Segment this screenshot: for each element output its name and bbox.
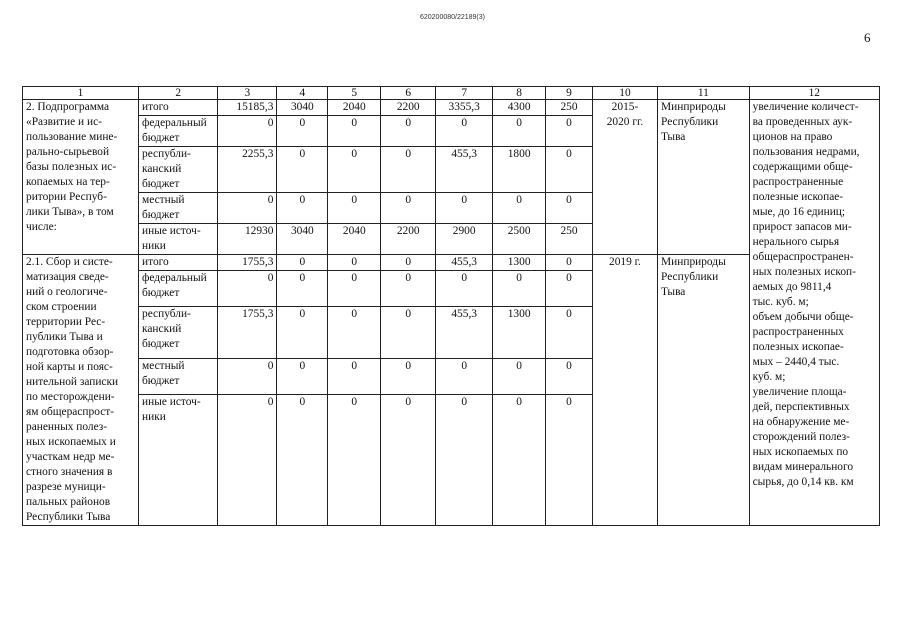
funding-source: иные источ- ники xyxy=(139,224,218,255)
value-cell: 250 xyxy=(546,100,593,116)
expected-results: увеличение количест- ва проведенных аук- ционов на право пользования недрами, содержащими обще- распространенные полезные ископае- мые, до 16 единиц; прирост запасов ми- нерального сырья общераспространен- ных полезных ископ- аемых до 9811,4 тыс. куб. м; объем добычи обще- распространенных полезных ископае- мых – 2440,4 тыс. куб. м; увеличение площа- дей, перспективных на обнаружение ме- сторождений полез- ных ископаемых по видам минерального сырья, до 0,14 кв. км xyxy=(749,100,879,526)
column-number: 7 xyxy=(436,87,493,100)
column-number: 8 xyxy=(493,87,546,100)
value-cell: 0 xyxy=(381,116,436,147)
value-cell: 0 xyxy=(218,116,277,147)
column-number: 3 xyxy=(218,87,277,100)
value-cell: 0 xyxy=(328,147,381,193)
value-cell: 0 xyxy=(381,359,436,395)
value-cell: 250 xyxy=(546,224,593,255)
value-cell: 0 xyxy=(218,271,277,307)
value-cell: 0 xyxy=(381,306,436,359)
value-cell: 0 xyxy=(218,193,277,224)
funding-source: республи- канский бюджет xyxy=(139,147,218,193)
value-cell: 0 xyxy=(218,359,277,395)
funding-source: местный бюджет xyxy=(139,193,218,224)
value-cell: 3040 xyxy=(277,100,328,116)
funding-source: итого xyxy=(139,255,218,271)
value-cell: 2500 xyxy=(493,224,546,255)
column-number: 5 xyxy=(328,87,381,100)
value-cell: 0 xyxy=(277,255,328,271)
value-cell: 0 xyxy=(546,395,593,526)
value-cell: 0 xyxy=(328,255,381,271)
value-cell: 0 xyxy=(436,116,493,147)
column-number: 4 xyxy=(277,87,328,100)
value-cell: 4300 xyxy=(493,100,546,116)
value-cell: 2040 xyxy=(328,224,381,255)
value-cell: 0 xyxy=(277,395,328,526)
funding-source: федеральный бюджет xyxy=(139,116,218,147)
funding-source: республи- канский бюджет xyxy=(139,306,218,359)
value-cell: 0 xyxy=(546,116,593,147)
funding-source: итого xyxy=(139,100,218,116)
value-cell: 3040 xyxy=(277,224,328,255)
value-cell: 0 xyxy=(493,359,546,395)
value-cell: 0 xyxy=(493,271,546,307)
funding-source: федеральный бюджет xyxy=(139,271,218,307)
value-cell: 2255,3 xyxy=(218,147,277,193)
funding-source: местный бюджет xyxy=(139,359,218,395)
column-number: 1 xyxy=(23,87,139,100)
value-cell: 0 xyxy=(328,271,381,307)
executor-cell: Минприроды Республики Тыва xyxy=(658,100,750,255)
value-cell: 0 xyxy=(436,359,493,395)
value-cell: 1300 xyxy=(493,306,546,359)
value-cell: 0 xyxy=(328,116,381,147)
period-cell: 2019 г. xyxy=(592,255,657,526)
value-cell: 0 xyxy=(328,193,381,224)
value-cell: 0 xyxy=(381,395,436,526)
funding-source: иные источ- ники xyxy=(139,395,218,526)
value-cell: 0 xyxy=(328,306,381,359)
value-cell: 0 xyxy=(277,116,328,147)
value-cell: 2900 xyxy=(436,224,493,255)
value-cell: 455,3 xyxy=(436,255,493,271)
subprogram-name: 2. Подпрограмма «Развитие и ис- пользование мине- рально-сырьевой базы полезных ис- копаемых на тер- ритории Респуб- лики Тыва», в том числе: xyxy=(23,100,139,255)
column-number: 11 xyxy=(658,87,750,100)
value-cell: 0 xyxy=(546,193,593,224)
value-cell: 2200 xyxy=(381,100,436,116)
value-cell: 2200 xyxy=(381,224,436,255)
period-cell: 2015- 2020 гг. xyxy=(592,100,657,255)
value-cell: 0 xyxy=(277,147,328,193)
value-cell: 0 xyxy=(546,271,593,307)
value-cell: 455,3 xyxy=(436,147,493,193)
value-cell: 0 xyxy=(436,193,493,224)
value-cell: 12930 xyxy=(218,224,277,255)
value-cell: 0 xyxy=(546,359,593,395)
column-number: 12 xyxy=(749,87,879,100)
value-cell: 0 xyxy=(328,359,381,395)
column-number: 6 xyxy=(381,87,436,100)
document-id: 620200080/22189(3) xyxy=(419,14,485,21)
value-cell: 0 xyxy=(546,255,593,271)
value-cell: 0 xyxy=(546,147,593,193)
value-cell: 0 xyxy=(436,395,493,526)
value-cell: 0 xyxy=(277,306,328,359)
value-cell: 0 xyxy=(218,395,277,526)
column-number-row xyxy=(23,87,880,100)
value-cell: 0 xyxy=(546,306,593,359)
value-cell: 0 xyxy=(381,147,436,193)
value-cell: 2040 xyxy=(328,100,381,116)
value-cell: 0 xyxy=(493,395,546,526)
value-cell: 0 xyxy=(381,271,436,307)
value-cell: 0 xyxy=(381,255,436,271)
value-cell: 0 xyxy=(381,193,436,224)
value-cell: 0 xyxy=(277,359,328,395)
value-cell: 0 xyxy=(436,271,493,307)
value-cell: 1300 xyxy=(493,255,546,271)
measure-name: 2.1. Сбор и систе- матизация сведе- ний о геологиче- ском строении территории Рес- публики Тыва и подготовка обзор- ной карты и пояс- нительной записки по месторождени- ям общераспрост- раненных полез- ных ископаемых и участкам недр ме- стного значения в разрезе муници- пальных районов Республики Тыва xyxy=(23,255,139,526)
value-cell: 1755,3 xyxy=(218,255,277,271)
value-cell: 0 xyxy=(328,395,381,526)
value-cell: 1800 xyxy=(493,147,546,193)
value-cell: 1755,3 xyxy=(218,306,277,359)
value-cell: 0 xyxy=(277,271,328,307)
value-cell: 0 xyxy=(493,116,546,147)
column-number: 9 xyxy=(546,87,593,100)
value-cell: 455,3 xyxy=(436,306,493,359)
table-row xyxy=(23,100,880,116)
value-cell: 0 xyxy=(493,193,546,224)
column-number: 10 xyxy=(592,87,657,100)
value-cell: 0 xyxy=(277,193,328,224)
program-table xyxy=(22,86,880,526)
value-cell: 3355,3 xyxy=(436,100,493,116)
value-cell: 15185,3 xyxy=(218,100,277,116)
page-number: 6 xyxy=(864,30,871,45)
executor-cell: Минприроды Республики Тыва xyxy=(658,255,750,526)
column-number: 2 xyxy=(139,87,218,100)
